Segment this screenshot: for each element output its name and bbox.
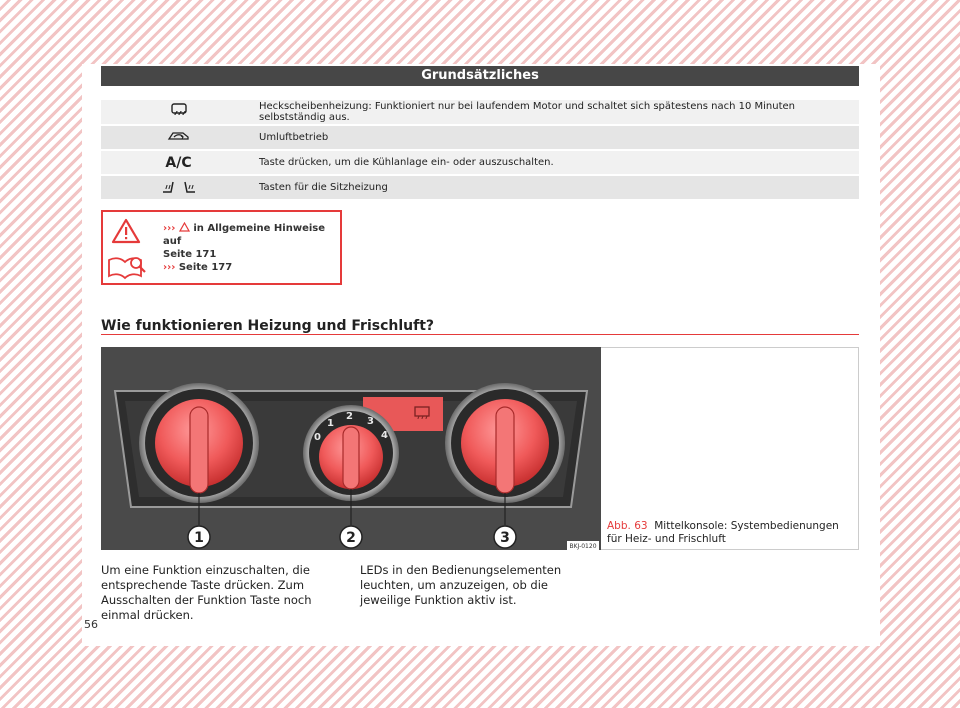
book-icon xyxy=(107,254,147,280)
symbol-table xyxy=(101,100,859,201)
fan-label: 2 xyxy=(346,411,353,422)
table-row xyxy=(101,150,859,175)
table-row xyxy=(101,100,859,125)
warning-icon xyxy=(111,218,141,244)
symbol-desc: Taste drücken, um die Kühlanlage ein- oder auszuschalten. xyxy=(256,150,859,175)
fan-label: 0 xyxy=(314,432,321,443)
symbol-desc: Heckscheibenheizung: Funktioniert nur bei laufendem Motor und schaltet sich spätestens nach 10 Minuten selbstständig aus. xyxy=(256,100,859,125)
climate-control-figure xyxy=(101,347,601,550)
body-column-1: Um eine Funktion einzuschalten, die entsprechende Taste drücken. Zum Ausschalten der Funktion Taste noch einmal drücken. xyxy=(101,563,312,622)
section-title: Wie funktionieren Heizung und Frischluft? xyxy=(101,318,435,334)
svg-text:1: 1 xyxy=(194,530,204,546)
arrows: ››› xyxy=(163,223,176,234)
fan-label: 4 xyxy=(381,430,388,441)
page-header: Grundsätzliches xyxy=(101,66,859,86)
svg-text:2: 2 xyxy=(346,530,356,546)
table-row xyxy=(101,175,859,200)
warning-box xyxy=(101,210,342,285)
section-divider xyxy=(101,334,859,335)
fan-label: 1 xyxy=(327,418,334,429)
page-number: 56 xyxy=(84,618,98,631)
table-row xyxy=(101,125,859,150)
page-ref[interactable] xyxy=(163,262,232,273)
body-column-2: LEDs in den Bedienungselementen leuchten, um anzuzeigen, ob die jeweilige Funktion aktiv ist. xyxy=(360,563,562,607)
page-ref-text: Seite 177 xyxy=(178,262,233,273)
fan-speed-knob xyxy=(303,405,399,501)
warning-ref-text: in Allgemeine Hinweise auf xyxy=(163,223,326,247)
figure-caption-text: Mittelkonsole: Systembedienungen für Heiz- und Frischluft xyxy=(607,520,839,545)
warning-ref-page: Seite 171 xyxy=(163,249,217,260)
symbol-desc: Tasten für die Sitzheizung xyxy=(256,175,859,200)
air-distribution-knob xyxy=(445,383,565,503)
svg-text:3: 3 xyxy=(500,530,510,546)
seat-heating-icon xyxy=(101,175,256,200)
callout-2 xyxy=(340,526,362,548)
figure-code: BKJ-0120 xyxy=(569,543,597,550)
callout-1 xyxy=(188,526,210,548)
fan-label: 3 xyxy=(367,416,374,427)
temperature-knob xyxy=(139,383,259,503)
callout-3 xyxy=(494,526,516,548)
warning-small-icon xyxy=(179,222,190,232)
symbol-desc: Umluftbetrieb xyxy=(256,125,859,150)
warning-ref[interactable] xyxy=(163,222,340,261)
rear-window-heater-icon xyxy=(101,100,256,125)
ac-icon: A/C xyxy=(101,150,256,175)
arrows: ››› xyxy=(163,262,176,273)
figure-ref: Abb. 63 xyxy=(607,520,648,532)
recirculation-icon xyxy=(101,125,256,150)
figure-caption xyxy=(607,520,852,546)
